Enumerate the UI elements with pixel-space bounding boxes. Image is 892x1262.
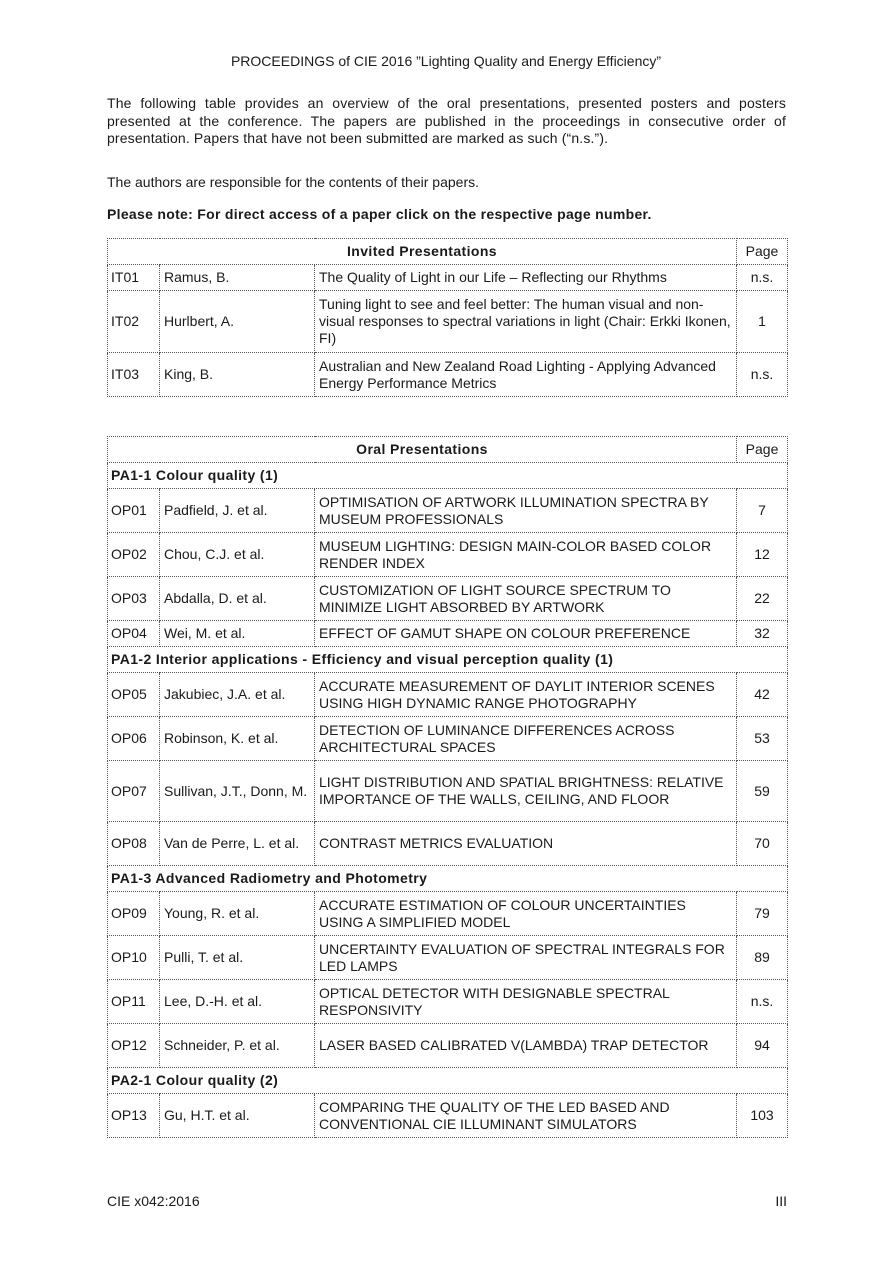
paper-title: The Quality of Light in our Life – Reflecting our Rhythms: [315, 265, 737, 291]
paper-author: Wei, M. et al.: [160, 621, 315, 647]
paper-author: Gu, H.T. et al.: [160, 1094, 315, 1138]
paper-code: OP05: [108, 673, 160, 717]
paper-author: Van de Perre, L. et al.: [160, 822, 315, 866]
table-row: [108, 489, 788, 533]
section-row: [108, 1068, 788, 1094]
paper-author: Pulli, T. et al.: [160, 936, 315, 980]
paper-page-link[interactable]: 7: [737, 489, 788, 533]
paper-author: Padfield, J. et al.: [160, 489, 315, 533]
paper-author: Chou, C.J. et al.: [160, 533, 315, 577]
document-id: CIE x042:2016: [107, 1193, 200, 1209]
paper-code: OP01: [108, 489, 160, 533]
paper-page-link[interactable]: 12: [737, 533, 788, 577]
page-column-heading: Page: [737, 437, 788, 463]
paper-page-link[interactable]: 1: [737, 291, 788, 353]
paper-page-link[interactable]: 70: [737, 822, 788, 866]
paper-code: OP10: [108, 936, 160, 980]
table-row: [108, 621, 788, 647]
section-title: PA2-1 Colour quality (2): [108, 1068, 788, 1094]
paper-code: IT02: [108, 291, 160, 353]
paper-code: OP07: [108, 761, 160, 822]
table-row: [108, 353, 788, 397]
paper-title: DETECTION OF LUMINANCE DIFFERENCES ACROSS ARCHITECTURAL SPACES: [315, 717, 737, 761]
section-row: [108, 866, 788, 892]
paper-code: OP03: [108, 577, 160, 621]
table-row: [108, 1024, 788, 1068]
paper-page-link[interactable]: 94: [737, 1024, 788, 1068]
paper-code: OP06: [108, 717, 160, 761]
paper-title: ACCURATE MEASUREMENT OF DAYLIT INTERIOR SCENES USING HIGH DYNAMIC RANGE PHOTOGRAPHY: [315, 673, 737, 717]
paper-title: EFFECT OF GAMUT SHAPE ON COLOUR PREFERENCE: [315, 621, 737, 647]
paper-page-link[interactable]: n.s.: [737, 980, 788, 1024]
paper-title: LASER BASED CALIBRATED V(LAMBDA) TRAP DETECTOR: [315, 1024, 737, 1068]
paper-title: Tuning light to see and feel better: The human visual and non-visual responses to spectral variations in light (Chair: Erkki Ikonen, FI): [315, 291, 737, 353]
paper-author: Young, R. et al.: [160, 892, 315, 936]
section-row: [108, 463, 788, 489]
table-row: [108, 936, 788, 980]
section-title: PA1-1 Colour quality (1): [108, 463, 788, 489]
invited-presentations-table: [107, 238, 788, 397]
paper-author: Hurlbert, A.: [160, 291, 315, 353]
paper-page-link[interactable]: 32: [737, 621, 788, 647]
paper-author: Schneider, P. et al.: [160, 1024, 315, 1068]
oral-heading: Oral Presentations: [108, 437, 737, 463]
table-row: [108, 761, 788, 822]
paper-author: Sullivan, J.T., Donn, M.: [160, 761, 315, 822]
paper-page-link[interactable]: 59: [737, 761, 788, 822]
table-row: [108, 822, 788, 866]
paper-author: Ramus, B.: [160, 265, 315, 291]
section-title: PA1-3 Advanced Radiometry and Photometry: [108, 866, 788, 892]
paper-title: Australian and New Zealand Road Lighting - Applying Advanced Energy Performance Metrics: [315, 353, 737, 397]
paper-code: OP09: [108, 892, 160, 936]
paper-code: OP12: [108, 1024, 160, 1068]
table-row: [108, 717, 788, 761]
paper-title: OPTICAL DETECTOR WITH DESIGNABLE SPECTRAL RESPONSIVITY: [315, 980, 737, 1024]
page-header: PROCEEDINGS of CIE 2016 ”Lighting Quality and Energy Efficiency”: [230, 53, 662, 69]
paper-page-link[interactable]: 22: [737, 577, 788, 621]
oral-presentations-table: [107, 436, 788, 1138]
paper-code: OP04: [108, 621, 160, 647]
paper-page-link[interactable]: 42: [737, 673, 788, 717]
table-row: [108, 1094, 788, 1138]
paper-code: OP13: [108, 1094, 160, 1138]
section-title: PA1-2 Interior applications - Efficiency and visual perception quality (1): [108, 647, 788, 673]
paper-title: CUSTOMIZATION OF LIGHT SOURCE SPECTRUM TO MINIMIZE LIGHT ABSORBED BY ARTWORK: [315, 577, 737, 621]
paper-author: Robinson, K. et al.: [160, 717, 315, 761]
paper-page-link[interactable]: n.s.: [737, 265, 788, 291]
paper-code: IT01: [108, 265, 160, 291]
paper-page-link[interactable]: 79: [737, 892, 788, 936]
paper-page-link[interactable]: 89: [737, 936, 788, 980]
table-row: [108, 291, 788, 353]
paper-page-link[interactable]: n.s.: [737, 353, 788, 397]
access-note: Please note: For direct access of a paper click on the respective page number.: [107, 206, 652, 222]
paper-author: Lee, D.-H. et al.: [160, 980, 315, 1024]
paper-code: OP02: [108, 533, 160, 577]
table-row: [108, 673, 788, 717]
paper-author: Jakubiec, J.A. et al.: [160, 673, 315, 717]
paper-title: OPTIMISATION OF ARTWORK ILLUMINATION SPECTRA BY MUSEUM PROFESSIONALS: [315, 489, 737, 533]
responsibility-note: The authors are responsible for the contents of their papers.: [107, 174, 479, 190]
paper-page-link[interactable]: 53: [737, 717, 788, 761]
paper-author: Abdalla, D. et al.: [160, 577, 315, 621]
table-row: [108, 980, 788, 1024]
paper-title: COMPARING THE QUALITY OF THE LED BASED AND CONVENTIONAL CIE ILLUMINANT SIMULATORS: [315, 1094, 737, 1138]
paper-code: IT03: [108, 353, 160, 397]
table-row: [108, 577, 788, 621]
paper-page-link[interactable]: 103: [737, 1094, 788, 1138]
paper-title: LIGHT DISTRIBUTION AND SPATIAL BRIGHTNESS: RELATIVE IMPORTANCE OF THE WALLS, CEILING, AND FLOOR: [315, 761, 737, 822]
table-row: [108, 533, 788, 577]
section-row: [108, 647, 788, 673]
paper-author: King, B.: [160, 353, 315, 397]
invited-heading: Invited Presentations: [108, 239, 737, 265]
paper-code: OP08: [108, 822, 160, 866]
intro-paragraph: The following table provides an overview of the oral presentations, presented posters and posters presented at the conference. The papers are published in the proceedings in consecutive order of presentation. Papers that have not been submitted are marked as such (“n.s.”).: [107, 95, 786, 146]
table-row: [108, 892, 788, 936]
paper-title: MUSEUM LIGHTING: DESIGN MAIN-COLOR BASED COLOR RENDER INDEX: [315, 533, 737, 577]
paper-title: ACCURATE ESTIMATION OF COLOUR UNCERTAINTIES USING A SIMPLIFIED MODEL: [315, 892, 737, 936]
page-column-heading: Page: [737, 239, 788, 265]
table-row: [108, 265, 788, 291]
page-number: III: [775, 1193, 787, 1209]
paper-title: CONTRAST METRICS EVALUATION: [315, 822, 737, 866]
paper-title: UNCERTAINTY EVALUATION OF SPECTRAL INTEGRALS FOR LED LAMPS: [315, 936, 737, 980]
paper-code: OP11: [108, 980, 160, 1024]
